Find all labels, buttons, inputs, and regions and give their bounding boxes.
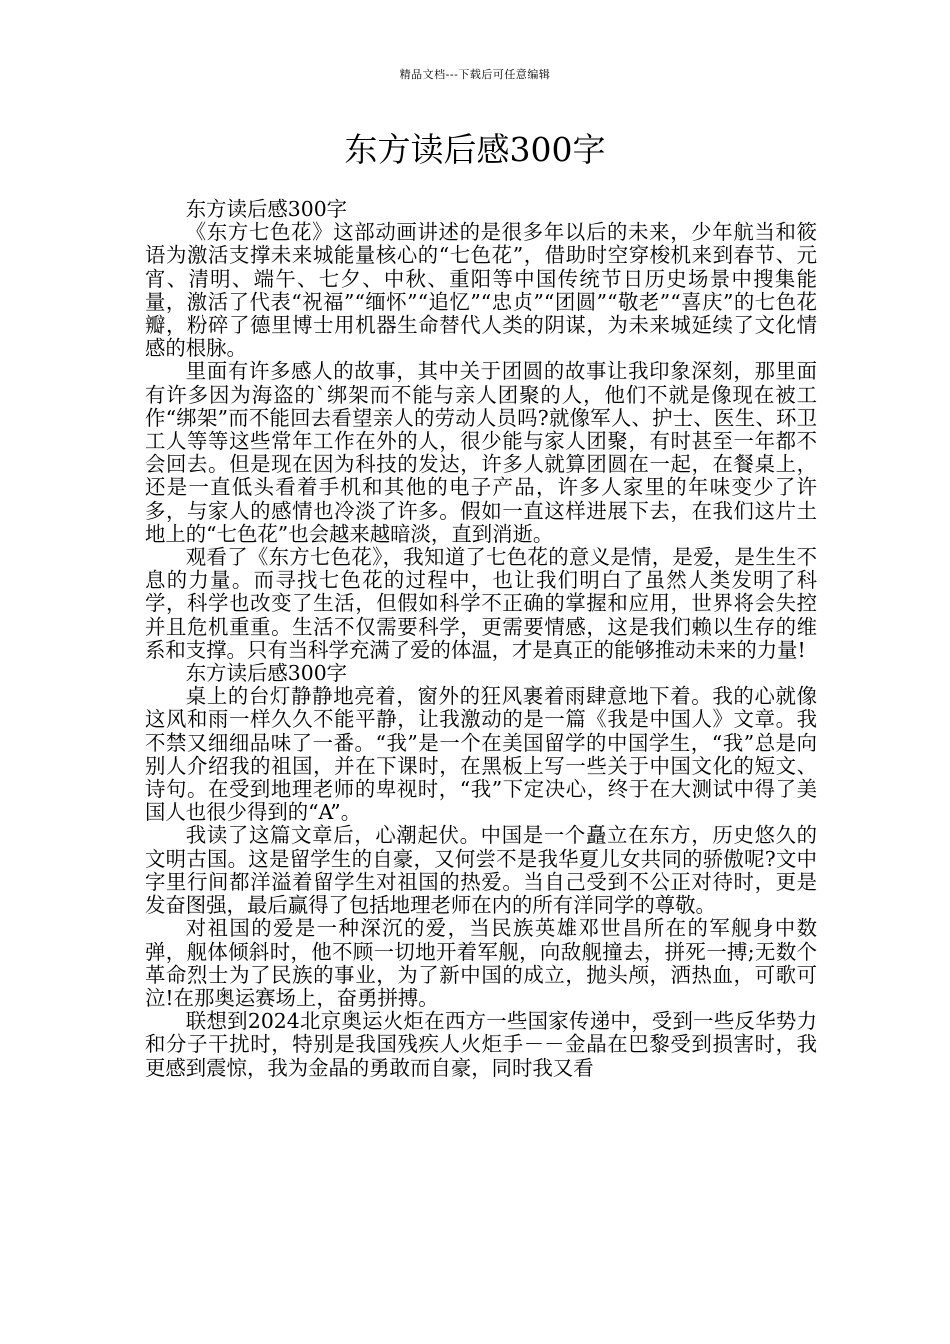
paragraph: 联想到2024北京奥运火炬在西方一些国家传递中，受到一些反华势力和分子干扰时，特别是我国残疾人火炬手－－金晶在巴黎受到损害时，我更感到震惊，我为金晶的勇敢而自豪，同时我又看 [145,1009,817,1080]
paragraph: 里面有许多感人的故事，其中关于团圆的故事让我印象深刻，那里面有许多因为海盗的`绑架而不能与亲人团聚的人，他们不就是像现在被工作“绑架”而不能回去看望亲人的劳动人员吗?就像军人、护士、医生、环卫工人等等这些常年工作在外的人，很少能与家人团聚，有时甚至一年都不会回去。但是现在因为科技的发达，许多人就算团圆在一起，在餐桌上，还是一直低头看着手机和其他的电子产品，许多人家里的年味变少了许多，与家人的感情也冷淡了许多。假如一直这样进展下去，在我们这片土地上的“七色花”也会越来越暗淡，直到消逝。 [145,359,817,546]
header-note: 精品文档---下载后可任意编辑 [399,68,551,81]
paragraph: 《东方七色花》这部动画讲述的是很多年以后的未来，少年航当和筱语为激活支撑未来城能量核心的“七色花”，借助时空穿梭机来到春节、元宵、清明、端午、七夕、中秋、重阳等中国传统节日历史场景中搜集能量，激活了代表“祝福”“缅怀”“追忆”“忠贞”“团圆”“敬老”“喜庆”的七色花瓣，粉碎了德里博士用机器生命替代人类的阴谋，为未来城延续了文化情感的根脉。 [145,220,817,361]
paragraph: 桌上的台灯静静地亮着，窗外的狂风裹着雨肆意地下着。我的心就像这风和雨一样久久不能平静，让我激动的是一篇《我是中国人》文章。我不禁又细细品味了一番。“我”是一个在美国留学的中国学生，“我”总是向别人介绍我的祖国，并在下课时，在黑板上写一些关于中国文化的短文、诗句。在受到地理老师的卑视时，“我”下定决心，终于在大测试中得了美国人也很少得到的“A”。 [145,684,817,825]
paragraph: 观看了《东方七色花》，我知道了七色花的意义是情，是爱，是生生不息的力量。而寻找七色花的过程中，也让我们明白了虽然人类发明了科学，科学也改变了生活，但假如科学不正确的掌握和应用，世界将会失控并且危机重重。生活不仅需要科学，更需要情感，这是我们赖以生存的维系和支撑。只有当科学充满了爱的体温，才是真正的能够推动未来的力量! [145,545,817,662]
document-title: 东方读后感300字 [344,130,606,169]
paragraph: 我读了这篇文章后，心潮起伏。中国是一个矗立在东方，历史悠久的文明古国。这是留学生的自豪，又何尝不是我华夏儿女共同的骄傲呢?文中字里行间都洋溢着留学生对祖国的热爱。当自己受到不公正对待时，更是发奋图强，最后赢得了包括地理老师在内的所有洋同学的尊敬。 [145,823,817,918]
paragraph: 对祖国的爱是一种深沉的爱，当民族英雄邓世昌所在的军舰身中数弹，舰体倾斜时，他不顾一切地开着军舰，向敌舰撞去，拼死一搏;无数个革命烈士为了民族的事业，为了新中国的成立，抛头颅，洒热血，可歌可泣!在那奥运赛场上，奋勇拼搏。 [145,916,817,1010]
paragraph: 东方读后感300字 [185,661,348,686]
paragraph: 东方读后感300字 [185,197,348,221]
document-body [145,198,817,1080]
